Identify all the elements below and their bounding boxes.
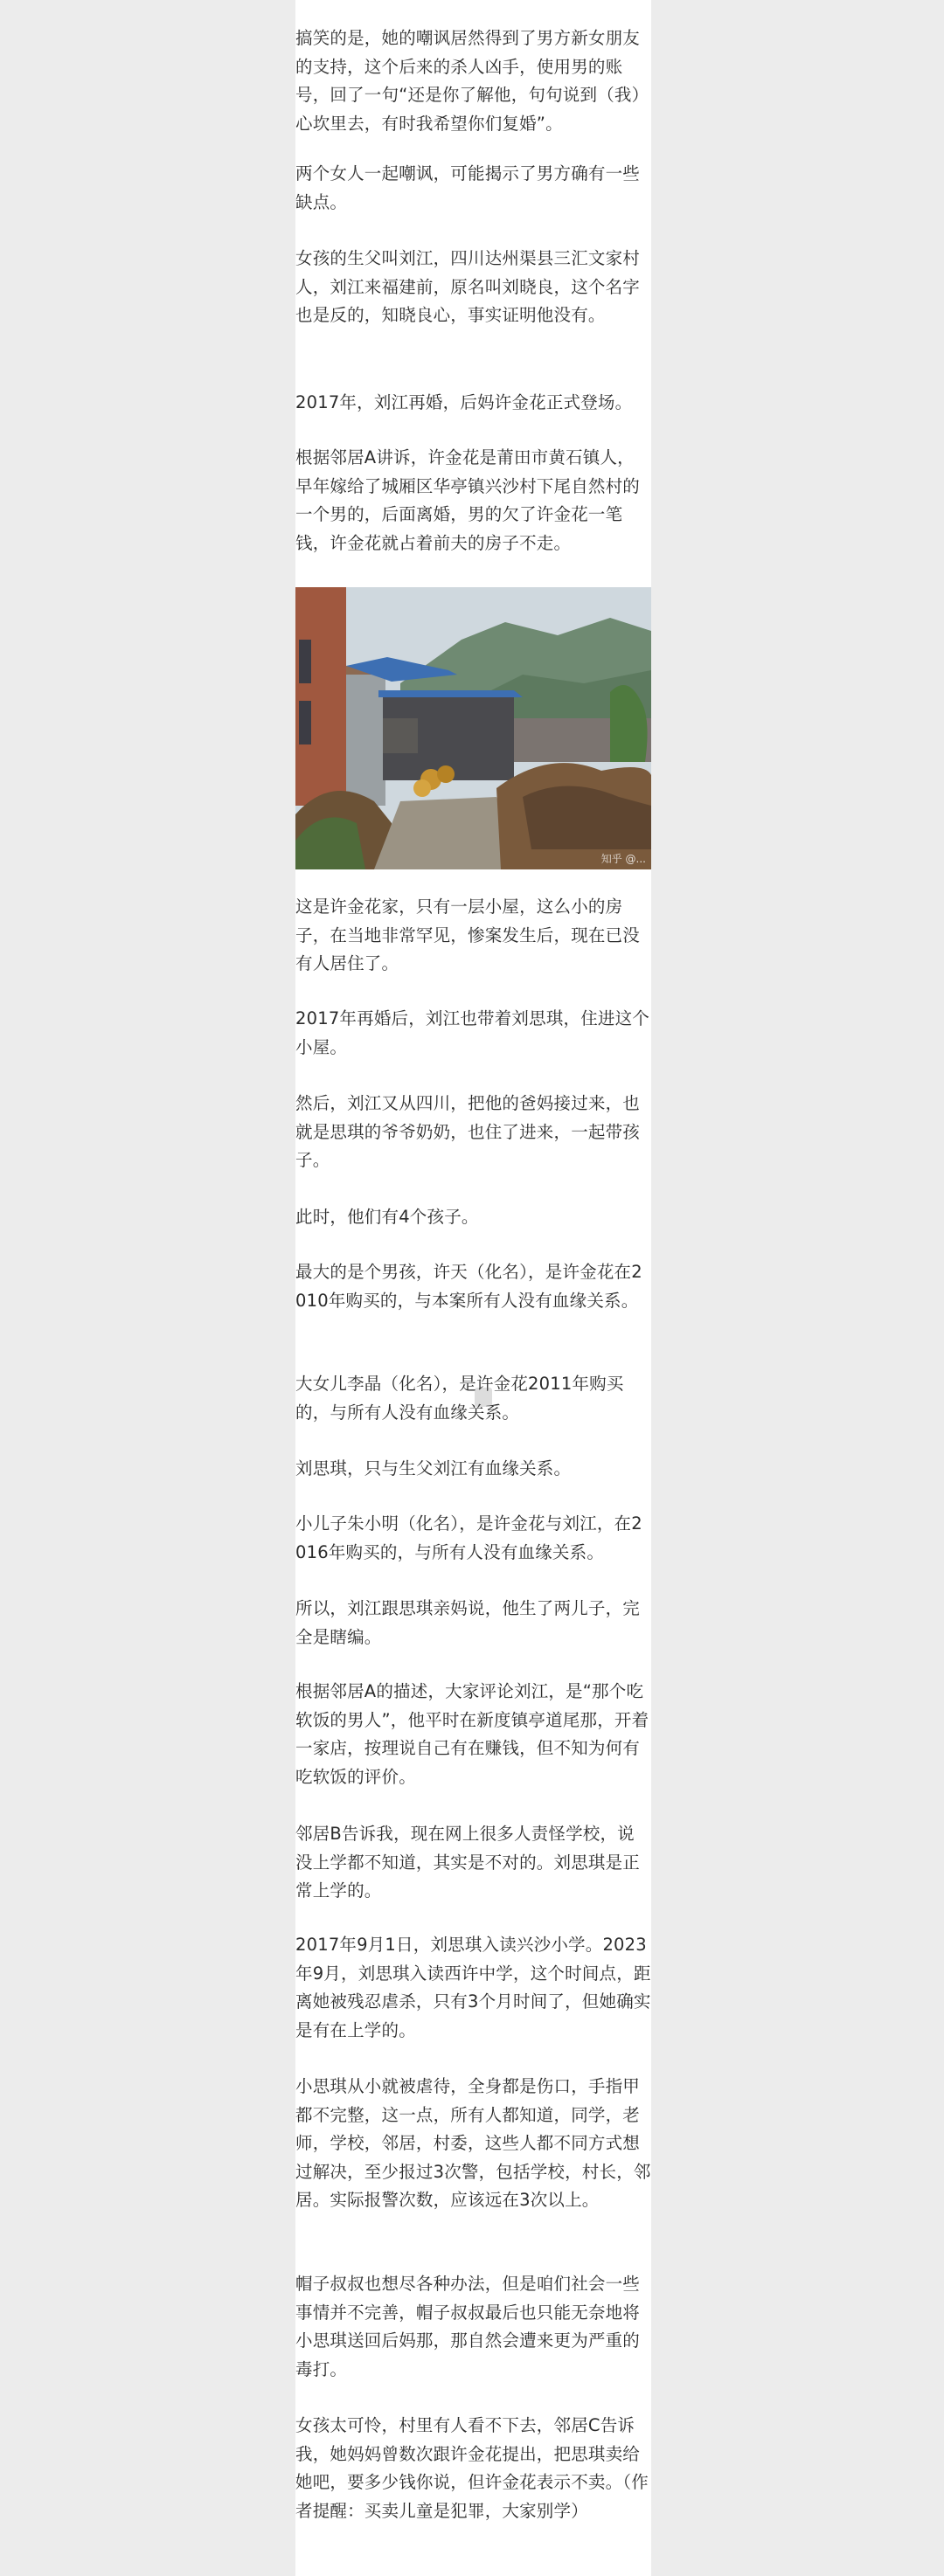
- paragraph-2: 两个女人一起嘲讽，可能揭示了男方确有一些缺点。: [295, 163, 641, 212]
- house-photo-illustration: [295, 587, 651, 869]
- photo-watermark: 知乎 @...: [600, 853, 646, 865]
- paragraph-20: 女孩太可怜，村里有人看不下去，邻居C告诉我，她妈妈曾数次跟许金花提出，把思琪卖给她吧，要多少钱你说，但许金花表示不卖。（作者提醒：买卖儿童是犯罪，大家别学）: [295, 2415, 649, 2521]
- paragraph-10: 最大的是个男孩，许天（化名），是许金花在2010年购买的，与本案所有人没有血缘关系。: [295, 1262, 642, 1311]
- paragraph-19: 帽子叔叔也想尽各种办法，但是咱们社会一些事情并不完善，帽子叔叔最后也只能无奈地将小思琪送回后妈那，那自然会遭来更为严重的毒打。: [295, 2274, 641, 2379]
- paragraph-11: 大女儿李晶（化名），是许金花2011年购买的，与所有人没有血缘关系。: [295, 1374, 624, 1423]
- house-photo: [295, 587, 651, 869]
- paragraph-8: 然后，刘江又从四川，把他的爸妈接过来，也就是思琪的爷爷奶奶，也住了进来，一起带孩子。: [295, 1093, 641, 1170]
- paragraph-14: 所以，刘江跟思琪亲妈说，他生了两儿子，完全是瞎编。: [295, 1598, 641, 1647]
- paragraph-7: 2017年再婚后，刘江也带着刘思琪，住进这个小屋。: [295, 1008, 650, 1057]
- article-column: [295, 0, 651, 2576]
- paragraph-6: 这是许金花家，只有一层小屋，这么小的房子，在当地非常罕见，惨案发生后，现在已没有人居住了。: [295, 897, 641, 973]
- paragraph-16: 邻居B告诉我，现在网上很多人责怪学校，说没上学都不知道，其实是不对的。刘思琪是正常上学的。: [295, 1824, 641, 1901]
- overlay-icon: [475, 1388, 492, 1407]
- paragraph-18: 小思琪从小就被虐待，全身都是伤口，手指甲都不完整，这一点，所有人都知道，同学，老师，学校，邻居，村委，这些人都不同方式想过解决，至少报过3次警，包括学校，村长，邻居。实际报警次数，应该远在3次以上。: [295, 2076, 651, 2210]
- paragraph-9: 此时，他们有4个孩子。: [295, 1207, 479, 1227]
- paragraph-17: 2017年9月1日，刘思琪入读兴沙小学。2023年9月，刘思琪入读西许中学，这个时间点，距离她被残忍虐杀，只有3个月时间了，但她确实是有在上学的。: [295, 1935, 651, 2040]
- paragraph-5: 根据邻居A讲诉，许金花是莆田市黄石镇人，早年嫁给了城厢区华亭镇兴沙村下尾自然村的一个男的，后面离婚，男的欠了许金花一笔钱，许金花就占着前夫的房子不走。: [295, 447, 641, 553]
- paragraph-12: 刘思琪，只与生父刘江有血缘关系。: [295, 1458, 572, 1478]
- paragraph-1: 搞笑的是，她的嘲讽居然得到了男方新女朋友的支持，这个后来的杀人凶手，使用男的账号，回了一句“还是你了解他，句句说到（我）心坎里去，有时我希望你们复婚”。: [295, 28, 649, 134]
- paragraph-15: 根据邻居A的描述，大家评论刘江，是“那个吃软饭的男人”，他平时在新度镇亭道尾那，开着一家店，按理说自己有在赚钱，但不知为何有吃软饭的评价。: [295, 1681, 649, 1787]
- paragraph-3: 女孩的生父叫刘江，四川达州渠县三汇文家村人，刘江来福建前，原名叫刘晓良，这个名字也是反的，知晓良心，事实证明他没有。: [295, 248, 641, 325]
- paragraph-13: 小儿子朱小明（化名），是许金花与刘江，在2016年购买的，与所有人没有血缘关系。: [295, 1513, 642, 1562]
- paragraph-4: 2017年，刘江再婚，后妈许金花正式登场。: [295, 392, 633, 412]
